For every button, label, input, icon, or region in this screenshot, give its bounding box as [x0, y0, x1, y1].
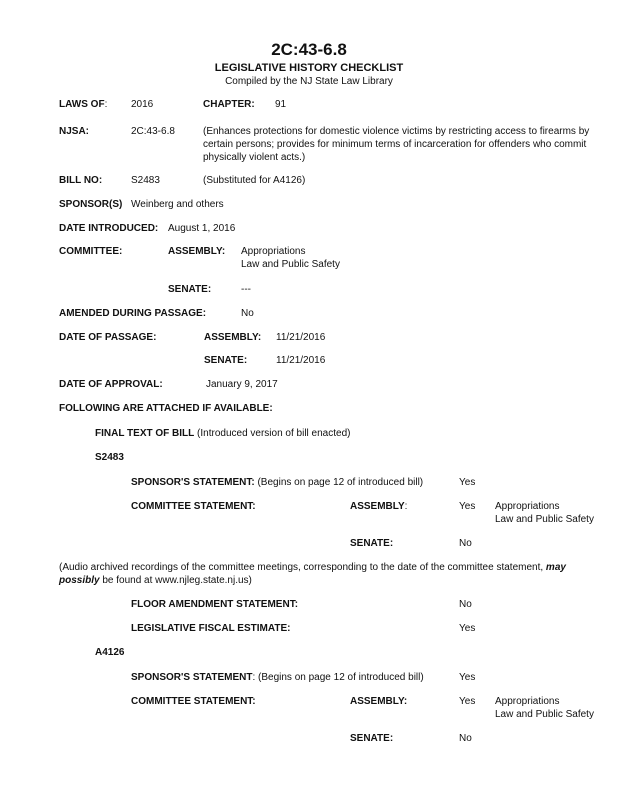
chapter-value: 91: [275, 99, 287, 110]
amended-label: AMENDED DURING PASSAGE:: [59, 308, 207, 319]
passage-assembly-label: ASSEMBLY:: [204, 332, 262, 343]
checklist-title: LEGISLATIVE HISTORY CHECKLIST: [214, 62, 404, 74]
a4126-assembly-committee-1: Appropriations: [495, 696, 560, 707]
compiled-by: Compiled by the NJ State Law Library: [225, 76, 393, 87]
passage-senate-label: SENATE:: [204, 355, 248, 366]
laws-of-value: 2016: [131, 99, 154, 110]
bill-no-value: S2483: [131, 175, 160, 186]
fiscal-estimate-value: Yes: [459, 623, 476, 634]
laws-of-label: LAWS OF:: [59, 99, 108, 110]
s2483-assembly-committee-2: Law and Public Safety: [495, 514, 594, 525]
approval-value: January 9, 2017: [206, 379, 278, 390]
bill-substitution-note: (Substituted for A4126): [203, 175, 306, 186]
audio-archive-note: (Audio archived recordings of the committee meetings, corresponding to the date of the committee statement, may possibly be found at www.njleg.state.nj.us): [59, 562, 566, 586]
s2483-senate-label: SENATE:: [350, 538, 394, 549]
s2483-senate-value: No: [459, 538, 472, 549]
sponsors-label: SPONSOR(S): [59, 199, 123, 210]
a4126-committee-statement: COMMITTEE STATEMENT:: [131, 696, 256, 707]
chapter-label: CHAPTER:: [203, 99, 255, 110]
s2483-assembly-committee-1: Appropriations: [495, 501, 560, 512]
s2483-heading: S2483: [95, 452, 124, 463]
a4126-sponsor-statement: SPONSOR'S STATEMENT: (Begins on page 12 of introduced bill): [131, 672, 424, 683]
a4126-assembly-value: Yes: [459, 696, 476, 707]
date-introduced-label: DATE INTRODUCED:: [59, 223, 159, 234]
floor-amendment-value: No: [459, 599, 472, 610]
s2483-committee-statement: COMMITTEE STATEMENT:: [131, 501, 256, 512]
fiscal-estimate-label: LEGISLATIVE FISCAL ESTIMATE:: [131, 623, 291, 634]
committee-assembly-2: Law and Public Safety: [241, 259, 340, 270]
passage-senate-value: 11/21/2016: [276, 355, 326, 366]
attached-heading: FOLLOWING ARE ATTACHED IF AVAILABLE:: [59, 403, 273, 414]
sponsors-value: Weinberg and others: [131, 199, 224, 210]
s2483-sponsor-value: Yes: [459, 477, 476, 488]
committee-senate-label: SENATE:: [168, 284, 212, 295]
a4126-sponsor-value: Yes: [459, 672, 476, 683]
njsa-label: NJSA:: [59, 126, 90, 137]
committee-assembly-label: ASSEMBLY:: [168, 246, 226, 257]
a4126-heading: A4126: [95, 647, 125, 658]
a4126-senate-value: No: [459, 733, 472, 744]
final-text-line: FINAL TEXT OF BILL (Introduced version of bill enacted): [95, 428, 351, 439]
amended-value: No: [241, 308, 254, 319]
date-introduced-value: August 1, 2016: [168, 223, 236, 234]
committee-assembly-1: Appropriations: [241, 246, 306, 257]
committee-label: COMMITTEE:: [59, 246, 123, 257]
a4126-assembly-committee-2: Law and Public Safety: [495, 709, 594, 720]
s2483-assembly-label: ASSEMBLY:: [350, 501, 408, 512]
passage-label: DATE OF PASSAGE:: [59, 332, 157, 343]
passage-assembly-value: 11/21/2016: [276, 332, 326, 343]
a4126-assembly-label: ASSEMBLY:: [350, 696, 408, 707]
committee-senate-value: ---: [241, 284, 251, 295]
a4126-senate-label: SENATE:: [350, 733, 394, 744]
floor-amendment-label: FLOOR AMENDMENT STATEMENT:: [131, 599, 299, 610]
s2483-sponsor-statement: SPONSOR'S STATEMENT: (Begins on page 12 of introduced bill): [131, 477, 424, 488]
statute-title: 2C:43-6.8: [271, 40, 347, 59]
njsa-value: 2C:43-6.8: [131, 126, 175, 137]
njsa-description: (Enhances protections for domestic violence victims by restricting access to firearms by certain persons; provides for minimum terms of incarceration for offenders who commit physically violent acts.): [203, 126, 590, 163]
approval-label: DATE OF APPROVAL:: [59, 379, 163, 390]
bill-no-label: BILL NO:: [59, 175, 103, 186]
s2483-assembly-value: Yes: [459, 501, 476, 512]
